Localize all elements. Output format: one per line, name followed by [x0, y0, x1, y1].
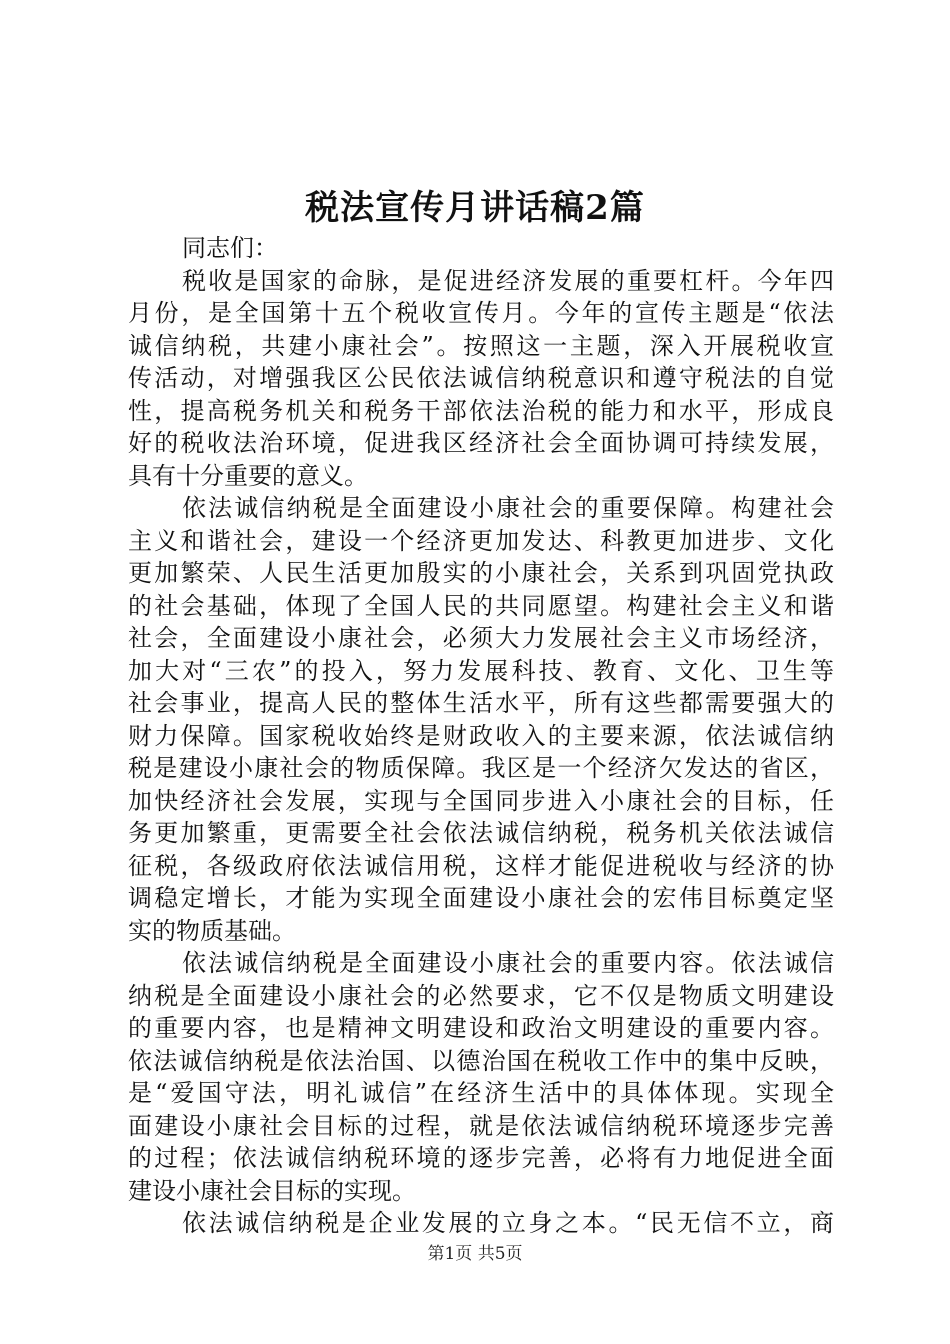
- paragraph-line: 的过程；依法诚信纳税环境的逐步完善，必将有力地促进全面: [128, 1144, 834, 1172]
- document-title: 税法宣传月讲话稿2篇: [305, 188, 645, 228]
- paragraph-line: 务更加繁重，更需要全社会依法诚信纳税，税务机关依法诚信: [128, 819, 834, 847]
- paragraph-line: 的社会基础，体现了全国人民的共同愿望。构建社会主义和谐: [128, 591, 834, 620]
- paragraph-line: 依法诚信纳税是依法治国、以德治国在税收工作中的集中反映，: [128, 1046, 834, 1075]
- paragraph-line: 税是建设小康社会的物质保障。我区是一个经济欠发达的省区，: [128, 754, 834, 782]
- paragraph-line: 依法诚信纳税是全面建设小康社会的重要保障。构建社会: [182, 494, 834, 522]
- paragraph-line: 好的税收法治环境，促进我区经济社会全面协调可持续发展，: [128, 429, 834, 457]
- paragraph-line: 实的物质基础。: [128, 916, 296, 945]
- salutation-line: 同志们：: [182, 234, 278, 262]
- paragraph-line: 加大对“三农”的投入，努力发展科技、教育、文化、卫生等: [128, 656, 834, 685]
- paragraph-line: 建设小康社会目标的实现。: [128, 1176, 416, 1205]
- paragraph-line: 征税，各级政府依法诚信用税，这样才能促进税收与经济的协: [128, 851, 834, 880]
- paragraph-line: 财力保障。国家税收始终是财政收入的主要来源，依法诚信纳: [128, 721, 834, 750]
- paragraph-line: 社会，全面建设小康社会，必须大力发展社会主义市场经济，: [128, 624, 834, 652]
- paragraph-line: 具有十分重要的意义。: [128, 461, 368, 490]
- paragraph-line: 面建设小康社会目标的过程，就是依法诚信纳税环境逐步完善: [128, 1111, 834, 1140]
- paragraph-line: 社会事业，提高人民的整体生活水平，所有这些都需要强大的: [128, 689, 834, 717]
- page-number-footer: 第1页 共5页: [427, 1244, 523, 1264]
- paragraph-line: 诚信纳税，共建小康社会”。按照这一主题，深入开展税收宣: [128, 331, 834, 360]
- paragraph-line: 税收是国家的命脉，是促进经济发展的重要杠杆。今年四: [182, 266, 834, 295]
- paragraph-line: 依法诚信纳税是企业发展的立身之本。“民无信不立，商: [182, 1209, 834, 1237]
- paragraph-line: 更加繁荣、人民生活更加殷实的小康社会，关系到巩固党执政: [128, 559, 834, 587]
- paragraph-line: 加快经济社会发展，实现与全国同步进入小康社会的目标，任: [128, 786, 834, 815]
- paragraph-line: 主义和谐社会，建设一个经济更加发达、科教更加进步、文化: [128, 526, 834, 555]
- paragraph-line: 性，提高税务机关和税务干部依法治税的能力和水平，形成良: [128, 396, 834, 425]
- paragraph-line: 的重要内容，也是精神文明建设和政治文明建设的重要内容。: [128, 1014, 834, 1042]
- paragraph-line: 月份，是全国第十五个税收宣传月。今年的宣传主题是“依法: [128, 299, 834, 327]
- paragraph-line: 传活动，对增强我区公民依法诚信纳税意识和遵守税法的自觉: [128, 364, 834, 392]
- paragraph-line: 依法诚信纳税是全面建设小康社会的重要内容。依法诚信: [182, 949, 834, 977]
- paragraph-line: 纳税是全面建设小康社会的必然要求，它不仅是物质文明建设: [128, 981, 834, 1010]
- paragraph-line: 调稳定增长，才能为实现全面建设小康社会的宏伟目标奠定坚: [128, 884, 834, 912]
- paragraph-line: 是“爱国守法，明礼诚信”在经济生活中的具体体现。实现全: [128, 1079, 834, 1107]
- document-body: [128, 232, 834, 1240]
